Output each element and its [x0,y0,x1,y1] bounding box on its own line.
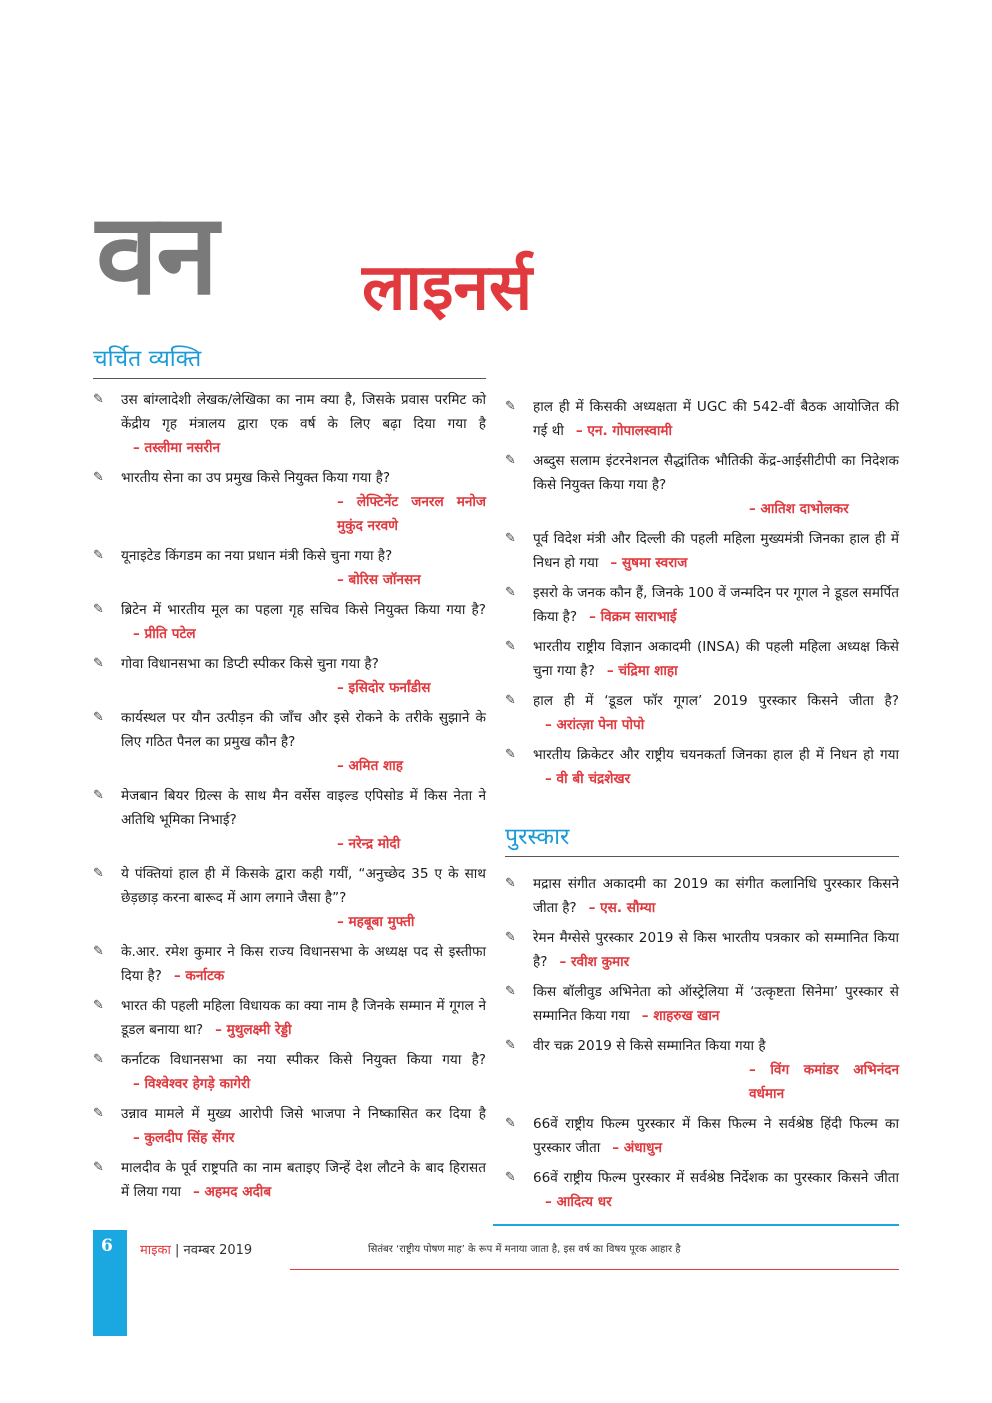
question-text: मालदीव के पूर्व राष्ट्रपति का नाम बताइए जिन्हें देश लौटने के बाद हिरासत में लिया गया [121,1160,486,1200]
question-text: ये पंक्तियां हाल ही में किसके द्वारा कही गयीं, “अनुच्छेद 35 ए के साथ छेड़छाड़ करना बारूद में आग लगाने जैसा है”? [121,866,486,906]
pen-nib-icon: ✎ [93,1160,104,1175]
answer-text: – नरेन्द्र मोदी [337,836,401,852]
footer-line-top [493,1224,899,1226]
page-number: 6 [101,1236,113,1256]
question-text: किस बॉलीवुड अभिनेता को ऑस्ट्रेलिया में ‘उत्कृष्टता सिनेमा’ पुरस्कार से सम्मानित किया गया [533,984,899,1024]
pen-nib-icon: ✎ [93,656,104,671]
question-item [93,466,486,538]
pen-nib-icon: ✎ [93,866,104,881]
question-item [93,598,486,646]
magazine-name: माइका [140,1243,171,1258]
title-main: वन [96,190,217,320]
question-text: वीर चक्र 2019 से किसे सम्मानित किया गया है [533,1038,766,1054]
pen-nib-icon: ✎ [505,984,516,999]
answer-text: – तस्लीमा नसरीन [133,440,221,456]
answer-text: – कर्नाटक [173,968,225,984]
question-item [93,544,486,592]
question-item [93,652,486,700]
question-text: उस बांग्लादेशी लेखक/लेखिका का नाम क्या है, जिसके प्रवास परमिट को केंद्रीय गृह मंत्रालय द्वारा एक वर्ष के लिए बढ़ा दिया गया है [121,392,486,432]
left-column [93,388,486,1210]
question-text: रेमन मैग्सेसे पुरस्कार 2019 से किस भारतीय पत्रकार को सम्मानित किया है? [533,930,899,970]
answer-text: – अंधाधुन [612,1140,662,1156]
question-text: हाल ही में ‘डूडल फॉर गूगल’ 2019 पुरस्कार किसने जीता है? [533,693,899,709]
issue-date: नवम्बर 2019 [183,1243,253,1258]
pen-nib-icon: ✎ [505,930,516,945]
question-text: हाल ही में किसकी अध्यक्षता में UGC की 542-वीं बैठक आयोजित की गई थी [533,399,899,439]
question-item [93,1102,486,1150]
answer-text: – विश्वेश्वर हेगड़े कागेरी [133,1076,251,1092]
pen-nib-icon: ✎ [93,392,104,407]
answer-text: – चंद्रिमा शाहा [606,663,678,679]
pen-nib-icon: ✎ [93,710,104,725]
question-item [505,980,899,1028]
answer-text: – रवीश कुमार [559,954,630,970]
question-text: 66वें राष्ट्रीय फिल्म पुरस्कार में किस फिल्म ने सर्वश्रेष्ठ हिंदी फिल्म का पुरस्कार जीता [533,1116,899,1156]
section-rule-left [93,378,486,379]
question-item [505,743,899,791]
pen-nib-icon: ✎ [93,470,104,485]
answer-text: – मुथुलक्ष्मी रेड्डी [215,1022,292,1038]
question-text: उन्नाव मामले में मुख्य आरोपी जिसे भाजपा ने निष्कासित कर दिया है [121,1106,486,1122]
pen-nib-icon: ✎ [93,998,104,1013]
right-column [505,395,899,797]
answer-text: – इसिदोर फर्नांडीस [337,680,431,696]
question-item [505,872,899,920]
question-text: भारतीय राष्ट्रीय विज्ञान अकादमी (INSA) की पहली महिला अध्यक्ष किसे चुना गया है? [533,639,899,679]
answer-text: – शाहरुख खान [641,1008,720,1024]
answer-text: – महबूबा मुफ्ती [337,914,415,930]
pen-nib-icon: ✎ [93,1052,104,1067]
awards-column [505,872,899,1220]
answer-text: – विंग कमांडर अभिनंदन वर्धमान [749,1062,899,1102]
question-item [505,926,899,974]
pen-nib-icon: ✎ [505,585,516,600]
question-item [93,388,486,460]
pen-nib-icon: ✎ [93,944,104,959]
question-item [93,940,486,988]
question-item [93,862,486,934]
question-text: कार्यस्थल पर यौन उत्पीड़न की जाँच और इसे रोकने के तरीके सुझाने के लिए गठित पैनल का प्रमुख कौन है? [121,710,486,750]
pen-nib-icon: ✎ [505,399,516,414]
question-text: पूर्व विदेश मंत्री और दिल्ली की पहली महिला मुख्यमंत्री जिनका हाल ही में निधन हो गया [533,531,899,571]
answer-text: – कुलदीप सिंह सेंगर [133,1130,235,1146]
pen-nib-icon: ✎ [93,1106,104,1121]
question-item [505,395,899,443]
question-text: भारतीय सेना का उप प्रमुख किसे नियुक्त किया गया है? [121,470,391,486]
question-item [93,1156,486,1204]
magazine-issue: माइका | नवम्बर 2019 [140,1243,253,1258]
title-sub: लाइनर्स [362,251,533,325]
pen-nib-icon: ✎ [505,1170,516,1185]
question-item [505,449,899,521]
pen-nib-icon: ✎ [505,1116,516,1131]
answer-text: – वी बी चंद्रशेखर [545,771,631,787]
question-item [505,689,899,737]
question-text: 66वें राष्ट्रीय फिल्म पुरस्कार में सर्वश्रेष्ठ निर्देशक का पुरस्कार किसने जीता [533,1170,899,1186]
question-text: इसरो के जनक कौन हैं, जिनके 100 वें जन्मदिन पर गूगल ने डूडल समर्पित किया है? [533,585,899,625]
pen-nib-icon: ✎ [505,453,516,468]
question-item [505,1166,899,1214]
question-text: भारतीय क्रिकेटर और राष्ट्रीय चयनकर्ता जिनका हाल ही में निधन हो गया [533,747,899,763]
answer-text: – अहमद अदीब [192,1184,272,1200]
answer-text: – एन. गोपालस्वामी [575,423,672,439]
question-text: मद्रास संगीत अकादमी का 2019 का संगीत कलानिधि पुरस्कार किसने जीता है? [533,876,899,916]
answer-text: – अरांत्ज़ा पेना पोपो [545,717,645,733]
answer-text: – बोरिस जॉनसन [337,572,421,588]
question-text: ब्रिटेन में भारतीय मूल का पहला गृह सचिव किसे नियुक्त किया गया है? [121,602,486,618]
answer-text: – आदित्य धर [545,1194,612,1210]
question-item [505,581,899,629]
answer-text: – एस. सौम्या [588,900,656,916]
question-item [93,1048,486,1096]
pen-nib-icon: ✎ [93,602,104,617]
question-item [505,1034,899,1106]
section-title-awards: पुरस्कार [505,824,570,850]
section-rule-right [505,856,899,857]
answer-text: – लेफ्टिनेंट जनरल मनोज मुकुंद नरवणे [337,494,486,534]
answer-text: – प्रीति पटेल [133,626,196,642]
question-text: भारत की पहली महिला विधायक का क्या नाम है जिनके सम्मान में गूगल ने डूडल बनाया था? [121,998,486,1038]
question-item [93,784,486,856]
pen-nib-icon: ✎ [505,747,516,762]
question-item [505,1112,899,1160]
section-title-personalities: चर्चित व्यक्ति [93,346,202,372]
pen-nib-icon: ✎ [505,693,516,708]
footer-note: सितंबर ‘राष्ट्रीय पोषण माह’ के रूप में मनाया जाता है, इस वर्ष का विषय पूरक आहार है [368,1244,681,1255]
question-text: के.आर. रमेश कुमार ने किस राज्य विधानसभा के अध्यक्ष पद से इस्तीफा दिया है? [121,944,486,984]
pen-nib-icon: ✎ [505,876,516,891]
pen-nib-icon: ✎ [93,548,104,563]
pen-nib-icon: ✎ [505,531,516,546]
question-item [505,527,899,575]
question-text: मेजबान बियर ग्रिल्स के साथ मैन वर्सेस वाइल्ड एपिसोड में किस नेता ने अतिथि भूमिका निभाई? [121,788,486,828]
answer-text: – अमित शाह [337,758,404,774]
question-item [93,706,486,778]
question-text: यूनाइटेड किंगडम का नया प्रधान मंत्री किसे चुना गया है? [121,548,393,564]
answer-text: – आतिश दाभोलकर [749,501,849,517]
question-item [505,635,899,683]
question-text: अब्दुस सलाम इंटरनेशनल सैद्धांतिक भौतिकी केंद्र-आईसीटीपी का निदेशक किसे नियुक्त किया गया है? [533,453,899,493]
pen-nib-icon: ✎ [93,788,104,803]
answer-text: – सुषमा स्वराज [610,555,688,571]
pen-nib-icon: ✎ [505,1038,516,1053]
question-item [93,994,486,1042]
question-text: कर्नाटक विधानसभा का नया स्पीकर किसे नियुक्त किया गया है? [121,1052,486,1068]
answer-text: – विक्रम साराभाई [589,609,677,625]
footer-line-bottom [290,1269,899,1270]
pen-nib-icon: ✎ [505,639,516,654]
question-text: गोवा विधानसभा का डिप्टी स्पीकर किसे चुना गया है? [121,656,379,672]
